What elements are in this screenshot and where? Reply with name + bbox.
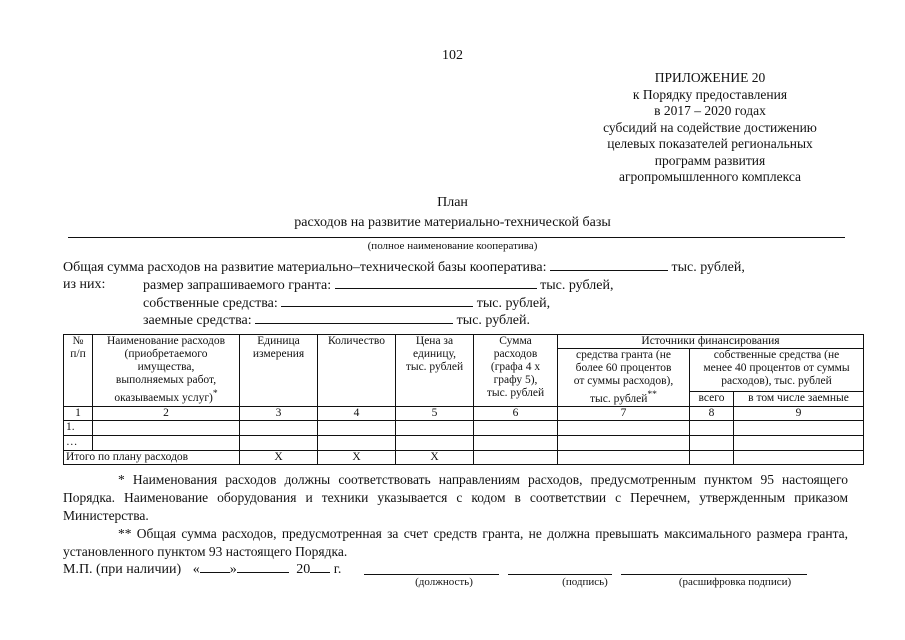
col-number: 7 xyxy=(558,406,690,420)
total-expenses-unit: тыс. рублей, xyxy=(671,260,745,275)
cooperative-name-caption: (полное наименование кооператива) xyxy=(367,240,538,252)
stamp-label: М.П. (при наличии) xyxy=(63,562,182,577)
col-number: 2 xyxy=(93,406,240,420)
table-cell[interactable] xyxy=(93,420,240,435)
table-cell[interactable] xyxy=(396,420,474,435)
total-row-price: Х xyxy=(396,450,474,464)
total-row-unit: Х xyxy=(240,450,318,464)
month-field[interactable] xyxy=(237,560,289,573)
footnote-2: ** Общая сумма расходов, предусмотренная за счет средств гранта, не должна превышать максимального размера гранта, установленного пунктом 93 настоящего Порядка. xyxy=(63,526,848,559)
plan-title-block xyxy=(0,193,905,233)
col-number: 9 xyxy=(734,406,864,420)
appendix-line: агропромышленного комплекса xyxy=(619,169,801,184)
table-cell[interactable] xyxy=(240,435,318,450)
own-funds-unit: тыс. рублей, xyxy=(476,296,551,311)
total-row-qty: Х xyxy=(318,450,396,464)
year-suffix: г. xyxy=(333,562,342,577)
quote-open: « xyxy=(192,562,200,577)
name-decode-caption: (расшифровка подписи) xyxy=(678,576,792,588)
total-expenses-field[interactable] xyxy=(550,258,668,271)
header-grant: средства гранта (не более 60 процентов от суммы расходов), тыс. рублей** xyxy=(558,349,690,407)
name-decode-line[interactable] xyxy=(621,574,807,575)
position-line[interactable] xyxy=(364,574,499,575)
grant-field[interactable] xyxy=(335,276,537,289)
table-cell[interactable] xyxy=(690,420,734,435)
header-own-funds: собственные средства (не менее 40 процентов от суммы расходов), тыс. рублей xyxy=(690,349,864,392)
header-name: Наименование расходов (приобретаемого имущества, выполняемых работ, оказываемых услуг)* xyxy=(93,335,240,407)
appendix-line: к Порядку предоставления xyxy=(632,86,788,102)
table-cell[interactable] xyxy=(734,420,864,435)
expenses-table xyxy=(63,334,864,465)
header-num: № п/п xyxy=(64,335,93,407)
plan-title: План xyxy=(437,195,468,210)
table-cell[interactable]: 1. xyxy=(64,420,93,435)
table-cell[interactable] xyxy=(474,420,558,435)
col-number: 4 xyxy=(318,406,396,420)
table-cell[interactable] xyxy=(558,420,690,435)
footnotes xyxy=(63,471,848,561)
appendix-header xyxy=(560,70,860,186)
table-cell[interactable] xyxy=(240,420,318,435)
total-expenses-label: Общая сумма расходов на развитие материально–технической базы кооператива: xyxy=(63,260,547,275)
loan-funds-label: заемные средства: xyxy=(143,313,252,328)
header-sources: Источники финансирования xyxy=(558,335,864,349)
position-caption: (должность) xyxy=(415,576,473,588)
col-number: 3 xyxy=(240,406,318,420)
year-prefix: 20 xyxy=(296,562,311,577)
table-column-numbers xyxy=(64,406,864,420)
table-row xyxy=(64,435,864,450)
grant-line xyxy=(143,276,613,295)
own-funds-field[interactable] xyxy=(281,294,473,307)
table-cell[interactable] xyxy=(318,435,396,450)
appendix-line: в 2017 – 2020 годах xyxy=(654,103,766,118)
table-cell[interactable] xyxy=(690,435,734,450)
page-number: 102 xyxy=(442,48,463,63)
header-unit: Единица измерения xyxy=(240,335,318,407)
loan-funds-line xyxy=(143,311,530,330)
of-which-label: из них: xyxy=(63,277,106,292)
footnote-1: * Наименования расходов должны соответствовать направлениям расходов, предусмотренным пунктом 95 настоящего Порядка. Наименование оборудования и техники указывается с кодом в соответствии с Перечнем, утвержденным приказом Министерства. xyxy=(63,472,848,523)
year-field[interactable] xyxy=(310,560,330,573)
table-row xyxy=(64,420,864,435)
grant-label: размер запрашиваемого гранта: xyxy=(143,278,332,293)
plan-subtitle: расходов на развитие материально-технической базы xyxy=(294,215,611,230)
total-row-label: Итого по плану расходов xyxy=(64,450,240,464)
table-header-row xyxy=(64,335,864,349)
own-funds-line xyxy=(143,294,550,313)
total-expenses-line xyxy=(63,258,745,277)
own-funds-label: собственные средства: xyxy=(143,296,278,311)
total-row-own-loans[interactable] xyxy=(734,450,864,464)
table-cell[interactable] xyxy=(474,435,558,450)
col-number: 6 xyxy=(474,406,558,420)
header-own-total: всего xyxy=(690,391,734,406)
appendix-line: субсидий на содействие достижению xyxy=(603,119,817,135)
appendix-line: ПРИЛОЖЕНИЕ 20 xyxy=(654,70,766,85)
total-row-own-total[interactable] xyxy=(690,450,734,464)
total-row-sum[interactable] xyxy=(474,450,558,464)
grant-unit: тыс. рублей, xyxy=(540,278,614,293)
table-cell[interactable] xyxy=(558,435,690,450)
header-qty: Количество xyxy=(318,335,396,407)
table-cell[interactable] xyxy=(318,420,396,435)
loan-funds-field[interactable] xyxy=(255,311,453,324)
signature-caption: (подпись) xyxy=(562,576,608,588)
header-own-loans: в том числе заемные xyxy=(734,391,864,406)
signature-row xyxy=(63,560,341,578)
table-cell[interactable] xyxy=(93,435,240,450)
quote-close: » xyxy=(229,562,237,577)
col-number: 8 xyxy=(690,406,734,420)
table-cell[interactable]: … xyxy=(64,435,93,450)
loan-funds-unit: тыс. рублей. xyxy=(456,313,531,328)
table-cell[interactable] xyxy=(396,435,474,450)
table-cell[interactable] xyxy=(734,435,864,450)
header-sum: Сумма расходов (графа 4 x графу 5), тыс. рублей xyxy=(474,335,558,407)
total-row-grant[interactable] xyxy=(558,450,690,464)
appendix-line: программ развития xyxy=(654,152,766,168)
day-field[interactable] xyxy=(200,560,230,573)
table-total-row xyxy=(64,450,864,464)
cooperative-name-line[interactable] xyxy=(68,237,845,238)
header-price: Цена за единицу, тыс. рублей xyxy=(396,335,474,407)
col-number: 1 xyxy=(64,406,93,420)
signature-line[interactable] xyxy=(508,574,612,575)
col-number: 5 xyxy=(396,406,474,420)
appendix-line: целевых показателей региональных xyxy=(607,136,813,151)
